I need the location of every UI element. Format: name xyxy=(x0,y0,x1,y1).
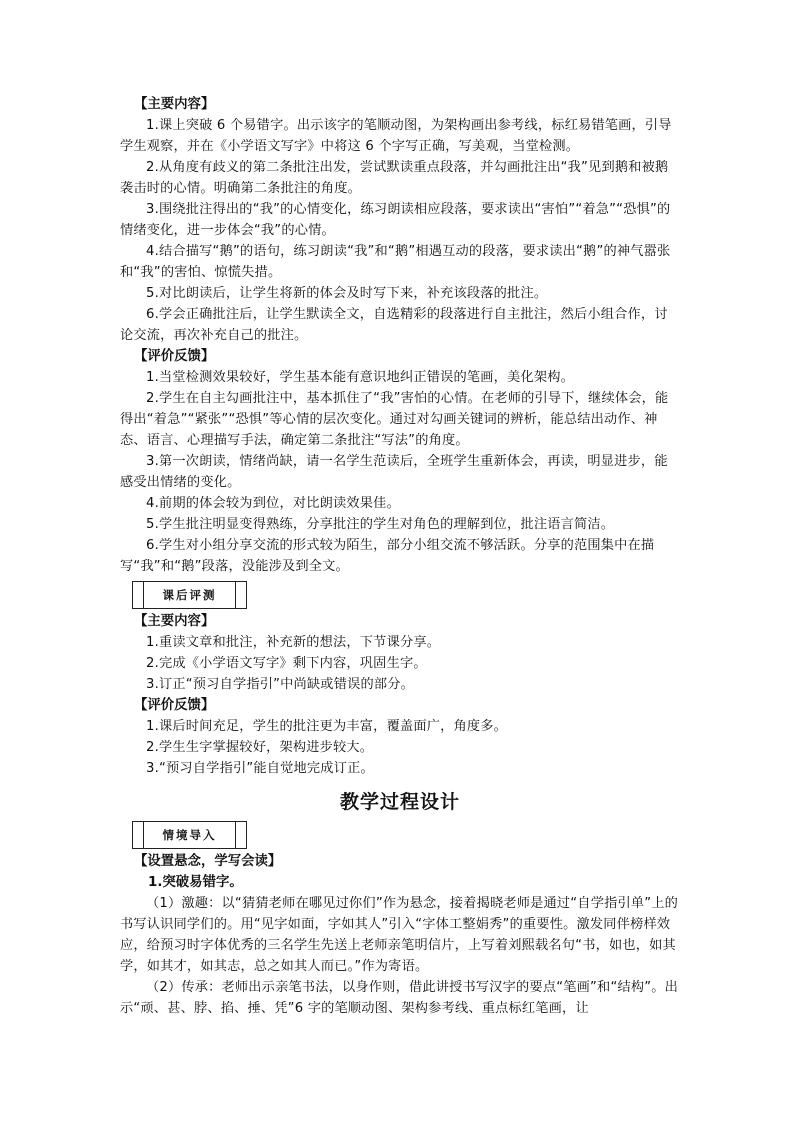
main-item: 3.订正“预习自学指引”中尚缺或错误的部分。 xyxy=(146,677,415,692)
heading-evaluation: 【评价反馈】 xyxy=(134,349,215,364)
body-paragraph: （1）激趣：以“猜猜老师在哪见过你们”作为悬念，接着揭晓老师是通过“自学指引单”上的书写认识同学们的。用“见字如面，字如其人”引入“字体工整娟秀”的重要性。激发同伴榜样效应，给预习时字体优秀的三名学生先送上老师亲笔明信片，上写着刘熙载名句“书，如也，如其学，如其才，如其志，总之如其人而已。”作为寄语。 xyxy=(120,896,679,974)
heading-main-content: 【主要内容】 xyxy=(134,614,215,629)
eval-item: 4.前期的体会较为到位，对比朗读效果佳。 xyxy=(146,496,400,511)
main-item: 4.结合描写“鹅”的语句，练习朗读“我”和“鹅”相遇互动的段落，要求读出“鹅”的神气嚣张和“我”的害怕、惊慌失措。 xyxy=(120,244,671,280)
main-item: 1.课上突破 6 个易错字。出示该字的笔顺动图，为架构画出参考线，标红易错笔画，引导学生观察，并在《小学语文写字》中将这 6 个字写正确，写美观，当堂检测。 xyxy=(120,118,672,154)
page-title: 教学过程设计 xyxy=(339,791,460,813)
body-paragraph: （2）传承：老师出示亲笔书法，以身作则，借此讲授书写汉字的要点“笔画”和“结构”。出示“顽、甚、脖、掐、捶、凭”6 字的笔顺动图、架构参考线、重点标红笔画，让 xyxy=(120,980,679,1016)
eval-item: 1.课后时间充足，学生的批注更为丰富，覆盖面广，角度多。 xyxy=(146,719,508,734)
eval-item: 1.当堂检测效果较好，学生基本能有意识地纠正错误的笔画，美化架构。 xyxy=(146,370,574,385)
heading-suspense: 【设置悬念，学写会读】 xyxy=(134,854,282,869)
section-box-after-class xyxy=(132,581,247,609)
eval-item: 3.“预习自学指引”能自觉地完成订正。 xyxy=(146,761,374,776)
document-content xyxy=(120,94,680,1019)
main-item: 2.完成《小学语文写字》剩下内容，巩固生字。 xyxy=(146,656,427,671)
main-item: 5.对比朗读后，让学生将新的体会及时写下来，补充该段落的批注。 xyxy=(146,286,548,301)
heading-main-content: 【主要内容】 xyxy=(134,97,215,112)
main-item: 3.围绕批注得出的“我”的心情变化，练习朗读相应段落，要求读出“害怕”“着急”“恐惧”的情绪变化，进一步体会“我”的心情。 xyxy=(120,202,671,238)
section-box-label: 情境导入 xyxy=(162,828,217,842)
main-item: 2.从角度有歧义的第二条批注出发，尝试默读重点段落，并勾画批注出“我”见到鹅和被鹅袭击时的心情。明确第二条批注的角度。 xyxy=(120,160,669,196)
main-item: 6.学会正确批注后，让学生默读全文，自选精彩的段落进行自主批注，然后小组合作，讨论交流，再次补充自己的批注。 xyxy=(120,307,668,343)
eval-item: 3.第一次朗读，情绪尚缺，请一名学生范读后，全班学生重新体会，再读，明显进步，能感受出情绪的变化。 xyxy=(120,454,668,490)
heading-evaluation: 【评价反馈】 xyxy=(134,698,215,713)
section-box-label: 课后评测 xyxy=(162,588,217,602)
sub-heading: 1.突破易错字。 xyxy=(148,875,243,890)
eval-item: 6.学生对小组分享交流的形式较为陌生，部分小组交流不够活跃。分享的范围集中在描写“我”和“鹅”段落，没能涉及到全文。 xyxy=(120,538,655,574)
eval-item: 2.学生生字掌握较好，架构进步较大。 xyxy=(146,740,374,755)
eval-item: 2.学生在自主勾画批注中，基本抓住了“我”害怕的心情。在老师的引导下，继续体会，能得出“着急”“紧张”“恐惧”等心情的层次变化。通过对勾画关键词的辨析，能总结出动作、神态、语言、心理描写手法，确定第二条批注“写法”的角度。 xyxy=(120,391,669,448)
main-item: 1.重读文章和批注，补充新的想法，下节课分享。 xyxy=(146,635,441,650)
eval-item: 5.学生批注明显变得熟练，分享批注的学生对角色的理解到位，批注语言简洁。 xyxy=(146,517,615,532)
section-box-intro xyxy=(132,821,247,849)
